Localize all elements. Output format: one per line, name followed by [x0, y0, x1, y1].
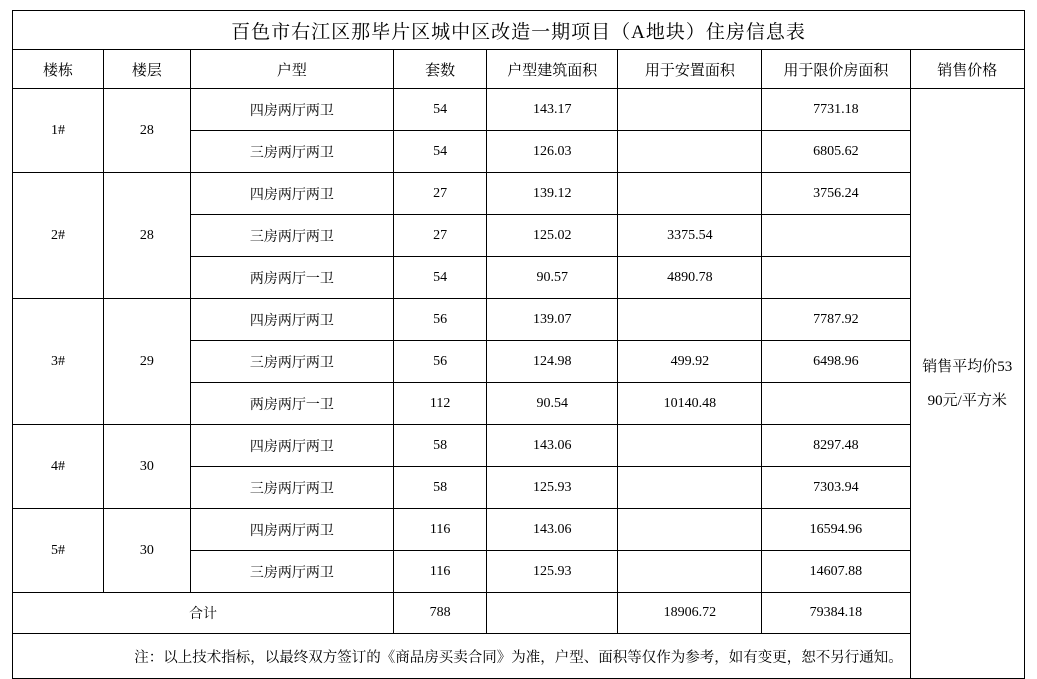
price-limited-area-cell: 6805.62 [762, 131, 910, 173]
column-header-unit-area: 户型建筑面积 [487, 50, 618, 89]
unit-type-cell: 三房两厅两卫 [190, 341, 393, 383]
unit-type-cell: 三房两厅两卫 [190, 215, 393, 257]
resettlement-area-cell [618, 425, 762, 467]
unit-type-cell: 四房两厅两卫 [190, 509, 393, 551]
unit-type-cell: 四房两厅两卫 [190, 299, 393, 341]
sets-cell: 27 [394, 173, 487, 215]
sets-cell: 54 [394, 89, 487, 131]
floors-cell: 30 [104, 425, 191, 509]
building-cell: 4# [13, 425, 104, 509]
building-cell: 2# [13, 173, 104, 299]
resettlement-area-cell [618, 173, 762, 215]
unit-type-cell: 四房两厅两卫 [190, 425, 393, 467]
total-price-limited-area: 79384.18 [762, 593, 910, 634]
unit-area-cell: 139.07 [487, 299, 618, 341]
resettlement-area-cell [618, 509, 762, 551]
unit-area-cell: 143.06 [487, 509, 618, 551]
table-title-row [13, 11, 1025, 50]
table-row [13, 299, 1025, 341]
sets-cell: 112 [394, 383, 487, 425]
column-header-sale-price: 销售价格 [910, 50, 1025, 89]
price-limited-area-cell: 7731.18 [762, 89, 910, 131]
housing-info-table [12, 10, 1025, 679]
sets-cell: 116 [394, 509, 487, 551]
price-limited-area-cell: 14607.88 [762, 551, 910, 593]
sets-cell: 116 [394, 551, 487, 593]
sale-price-line1: 销售平均价53 [922, 358, 1013, 375]
column-header-building: 楼栋 [13, 50, 104, 89]
resettlement-area-cell: 499.92 [618, 341, 762, 383]
floors-cell: 29 [104, 299, 191, 425]
sets-cell: 58 [394, 467, 487, 509]
table-note: 注：以上技术指标，以最终双方签订的《商品房买卖合同》为准，户型、面积等仅作为参考，如有变更，恕不另行通知。 [13, 634, 1025, 679]
price-limited-area-cell: 7303.94 [762, 467, 910, 509]
unit-area-cell: 125.93 [487, 551, 618, 593]
price-limited-area-cell: 7787.92 [762, 299, 910, 341]
total-unit-area [487, 593, 618, 634]
column-header-unit-type: 户型 [190, 50, 393, 89]
unit-type-cell: 两房两厅一卫 [190, 383, 393, 425]
sets-cell: 54 [394, 257, 487, 299]
resettlement-area-cell [618, 131, 762, 173]
column-header-resettlement-area: 用于安置面积 [618, 50, 762, 89]
unit-area-cell: 125.02 [487, 215, 618, 257]
page-title: 百色市右江区那毕片区城中区改造一期项目（A地块）住房信息表 [13, 11, 1025, 50]
floors-cell: 30 [104, 509, 191, 593]
sets-cell: 58 [394, 425, 487, 467]
unit-type-cell: 三房两厅两卫 [190, 551, 393, 593]
total-sets: 788 [394, 593, 487, 634]
table-header-row [13, 50, 1025, 89]
total-resettlement-area: 18906.72 [618, 593, 762, 634]
column-header-floors: 楼层 [104, 50, 191, 89]
price-limited-area-cell [762, 257, 910, 299]
sets-cell: 56 [394, 341, 487, 383]
table-row [13, 89, 1025, 131]
unit-area-cell: 124.98 [487, 341, 618, 383]
total-row [13, 593, 1025, 634]
table-row [13, 173, 1025, 215]
resettlement-area-cell: 10140.48 [618, 383, 762, 425]
unit-area-cell: 90.57 [487, 257, 618, 299]
column-header-sets: 套数 [394, 50, 487, 89]
unit-type-cell: 三房两厅两卫 [190, 467, 393, 509]
sale-price-cell [910, 89, 1025, 679]
price-limited-area-cell: 3756.24 [762, 173, 910, 215]
table-row [13, 425, 1025, 467]
floors-cell: 28 [104, 173, 191, 299]
unit-type-cell: 四房两厅两卫 [190, 173, 393, 215]
table-row [13, 509, 1025, 551]
sets-cell: 27 [394, 215, 487, 257]
unit-area-cell: 125.93 [487, 467, 618, 509]
resettlement-area-cell [618, 299, 762, 341]
price-limited-area-cell: 8297.48 [762, 425, 910, 467]
unit-type-cell: 三房两厅两卫 [190, 131, 393, 173]
building-cell: 5# [13, 509, 104, 593]
price-limited-area-cell: 16594.96 [762, 509, 910, 551]
resettlement-area-cell: 4890.78 [618, 257, 762, 299]
sets-cell: 56 [394, 299, 487, 341]
price-limited-area-cell [762, 215, 910, 257]
resettlement-area-cell: 3375.54 [618, 215, 762, 257]
unit-type-cell: 两房两厅一卫 [190, 257, 393, 299]
sets-cell: 54 [394, 131, 487, 173]
unit-type-cell: 四房两厅两卫 [190, 89, 393, 131]
unit-area-cell: 139.12 [487, 173, 618, 215]
note-row [13, 634, 1025, 679]
resettlement-area-cell [618, 467, 762, 509]
total-label: 合计 [13, 593, 394, 634]
unit-area-cell: 143.06 [487, 425, 618, 467]
floors-cell: 28 [104, 89, 191, 173]
building-cell: 1# [13, 89, 104, 173]
column-header-price-limited-area: 用于限价房面积 [762, 50, 910, 89]
price-limited-area-cell: 6498.96 [762, 341, 910, 383]
unit-area-cell: 143.17 [487, 89, 618, 131]
unit-area-cell: 126.03 [487, 131, 618, 173]
building-cell: 3# [13, 299, 104, 425]
resettlement-area-cell [618, 551, 762, 593]
resettlement-area-cell [618, 89, 762, 131]
price-limited-area-cell [762, 383, 910, 425]
sale-price-line2: 90元/平方米 [927, 392, 1007, 409]
unit-area-cell: 90.54 [487, 383, 618, 425]
